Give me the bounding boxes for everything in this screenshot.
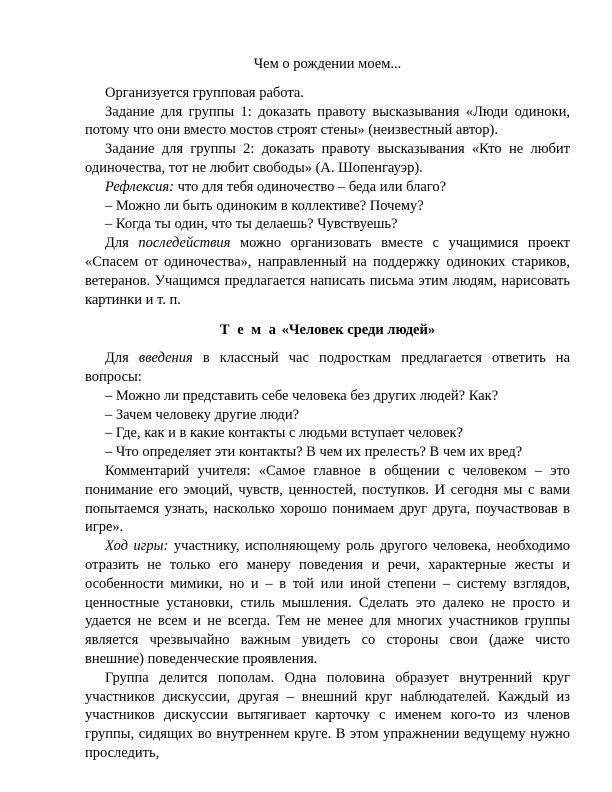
question-1: – Можно ли представить себе человека без других людей? Как? bbox=[105, 387, 499, 404]
aftereffect-label: последействия bbox=[138, 235, 231, 252]
question-4: – Что определяет эти контакты? В чем их прелесть? В чем их вред? bbox=[105, 444, 523, 461]
paragraph-intro-questions bbox=[85, 349, 570, 387]
section-title-text: «Человек среди людей» bbox=[278, 322, 436, 339]
paragraph-group-work: Организуется групповая работа. bbox=[105, 84, 304, 101]
paragraph-teacher-comment: Комментарий учителя: «Самое главное в общении с человеком – это понимание его эмоций, чувств, ценностей, поступков. И сегодня мы с вами попытаемся узнать, насколько хорошо понимаем друг друга, поучаствовав в игре». bbox=[85, 462, 570, 536]
reflection-label: Рефлексия: bbox=[105, 178, 174, 195]
aftereffect-prefix: Для bbox=[105, 235, 139, 252]
question-when-alone: – Когда ты один, что ты делаешь? Чувствуешь? bbox=[105, 216, 398, 233]
paragraph-task-group-2: Задание для группы 2: доказать правоту высказывания «Кто не любит одиночества, тот не любит свободы» (А. Шопенгауэр). bbox=[85, 141, 570, 176]
paragraph-reflection bbox=[85, 178, 570, 197]
section-word: Т е м а bbox=[219, 322, 279, 339]
question-loneliness-collective: – Можно ли быть одиноким в коллективе? Почему? bbox=[105, 197, 424, 214]
game-text: участнику, исполняющему роль другого человека, необходимо отразить не только его манеру поведения и речи, характерные жесты и особенности мимики, но и – в той или иной степени – систему взглядов, ценностные установки, стиль мышления. Сделать это далеко не просто и удается не всем и не всегда. Тем не менее для многих участников группы является чрезвычайно важным увидеть со стороны свои (даже чисто внешние) поведенческие проявления. bbox=[85, 538, 570, 667]
reflection-text: что для тебя одиночество – беда или благо? bbox=[173, 178, 447, 195]
page-heading: Чем о рождении моем... bbox=[253, 56, 402, 72]
paragraph-group-division: Группа делится пополам. Одна половина образует внутренний круг участников дискуссии, другая – внешний круг наблюдателей. Каждый из участников дискуссии вытягивает карточку с именем кого-то из членов группы, сидящих во внутреннем круге. В этом упражнении ведущему нужно проследить, bbox=[85, 669, 570, 761]
intro-prefix: Для bbox=[105, 350, 139, 367]
section-title bbox=[85, 321, 570, 340]
aftereffect-text: можно организовать вместе с учащимися проект «Спасем от одиночества», направленный на поддержку одиноких стариков, ветеранов. Учащимся предлагается написать письма этим людям, нарисовать картинки и т. п. bbox=[85, 235, 570, 308]
intro-label: введения bbox=[138, 350, 193, 367]
paragraph-game-procedure bbox=[85, 537, 570, 669]
document-content bbox=[85, 55, 570, 763]
paragraph-aftereffect bbox=[85, 234, 570, 309]
paragraph-task-group-1: Задание для группы 1: доказать правоту высказывания «Люди одиноки, потому что они вместо мостов строят стены» (неизвестный автор). bbox=[85, 103, 570, 139]
question-3: – Где, как и в какие контакты с людьми вступает человек? bbox=[105, 425, 463, 442]
game-label: Ход игры: bbox=[105, 538, 169, 555]
intro-text: в классный час подросткам предлагается ответить на вопросы: bbox=[85, 350, 571, 385]
question-2: – Зачем человеку другие люди? bbox=[105, 406, 300, 423]
